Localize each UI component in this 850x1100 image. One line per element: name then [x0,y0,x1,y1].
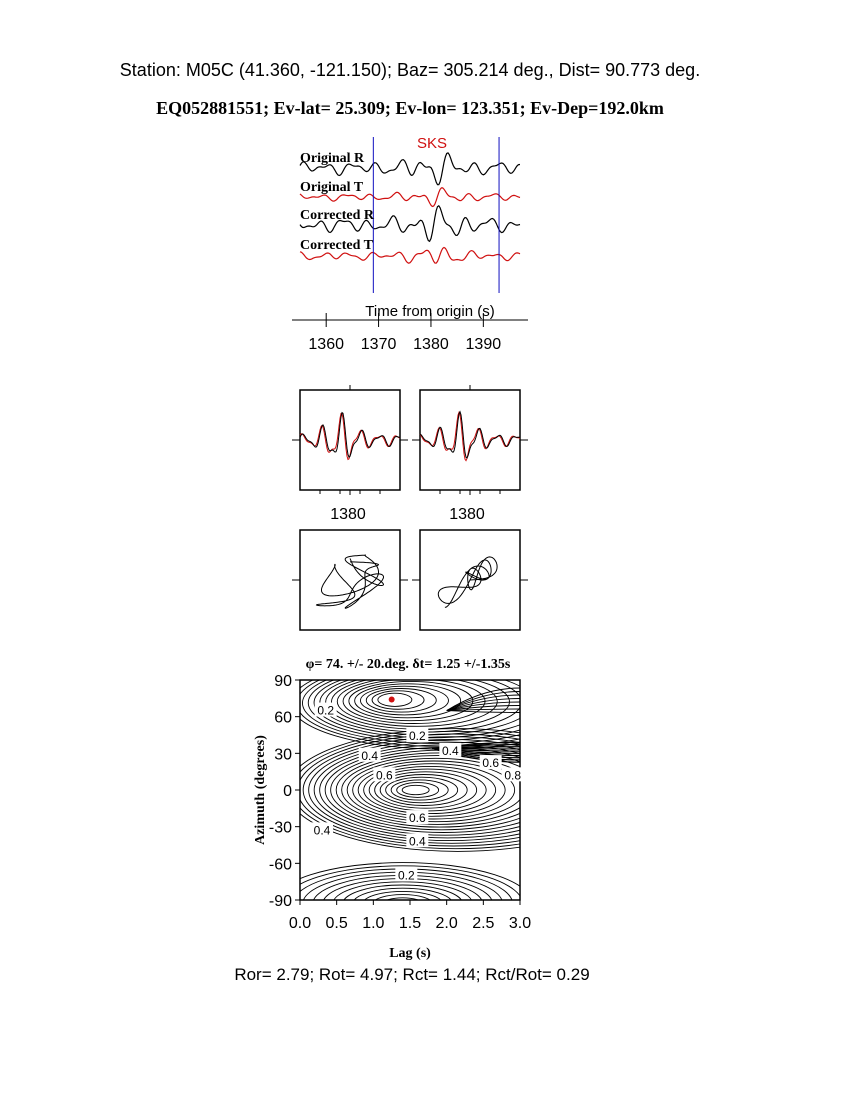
contour-line [297,660,583,746]
contour-label: 0.4 [408,834,426,849]
trace-label-original-t: Original T [300,180,364,195]
contour-line [378,693,412,706]
contour-label: 0.4 [441,743,459,758]
waveform-red [300,413,400,459]
y-tick-label: -90 [268,893,292,910]
contour-line [366,689,436,713]
particle-motion-panel-left [292,530,408,630]
y-tick-label: -60 [268,856,292,874]
contour-line [447,711,520,713]
grid-search-contour-plot [269,658,629,945]
waveform-black [420,412,520,458]
trace-label-original-r: Original R [300,151,365,166]
contour-line [360,686,448,715]
station-info: Station: M05C (41.360, -121.150); Baz= 305.214 deg., Dist= 90.773 deg. [119,60,701,80]
trace-label-corrected-t: Corrected T [300,238,373,253]
waveform-tick-label-left: 1380 [330,506,366,523]
x-tick-label: 0.0 [288,915,312,932]
y-tick-label: -30 [268,819,292,837]
time-tick-label: 1380 [413,336,449,353]
waveform-tick-label-right: 1380 [449,506,485,523]
traces-panel [292,135,528,353]
time-tick-label: 1360 [308,336,344,353]
contour-label: 0.2 [317,703,335,718]
x-tick-label: 2.0 [435,915,458,932]
contour-label: 0.2 [408,729,426,744]
best-fit-marker [389,697,395,703]
x-tick-label: 0.5 [325,915,348,932]
time-tick-label: 1370 [360,336,397,353]
waveform-panel-right [412,385,528,495]
y-tick-label: 0 [283,783,292,800]
contour-label: 0.6 [408,811,426,826]
energy-ratios: Ror= 2.79; Rot= 4.97; Rct= 1.44; Rct/Rot= 0.29 [234,965,590,984]
contour-line [402,785,429,794]
grid-title: φ= 74. +/- 20.deg. δt= 1.25 +/-1.35s [305,657,511,672]
contour-label: 0.6 [375,768,393,783]
x-tick-label: 1.5 [398,915,422,932]
time-tick-label: 1390 [465,336,502,353]
contour-label: 0.2 [397,868,415,883]
contour-label: 0.4 [313,823,331,838]
particle-motion-path [438,557,497,608]
waveform-red [420,412,520,460]
x-tick-label: 2.5 [472,915,495,932]
waveform-panel-left [292,385,408,495]
event-info: EQ052881551; Ev-lat= 25.309; Ev-lon= 123.351; Ev-Dep=192.0km [156,98,664,118]
phase-label: SKS [416,135,448,152]
x-tick-label: 3.0 [508,915,532,932]
particle-motion-path [317,555,384,608]
time-axis-label: Time from origin (s) [365,303,495,320]
waveform-black [300,413,400,458]
contour-line [397,783,439,798]
grid-x-label: Lag (s) [389,946,431,961]
y-tick-label: 30 [274,746,292,764]
contour-line [363,891,443,916]
x-tick-label: 1.0 [362,915,385,932]
y-tick-label: 90 [274,673,292,690]
contour-label: 0.4 [361,748,379,763]
grid-y-label: Azimuth (degrees) [253,735,268,845]
particle-motion-panel-right [412,530,528,630]
y-tick-label: 60 [274,709,292,727]
contour-label: 0.6 [482,756,500,771]
contour-label: 0.8 [504,768,522,783]
trace-label-corrected-r: Corrected R [300,208,374,223]
